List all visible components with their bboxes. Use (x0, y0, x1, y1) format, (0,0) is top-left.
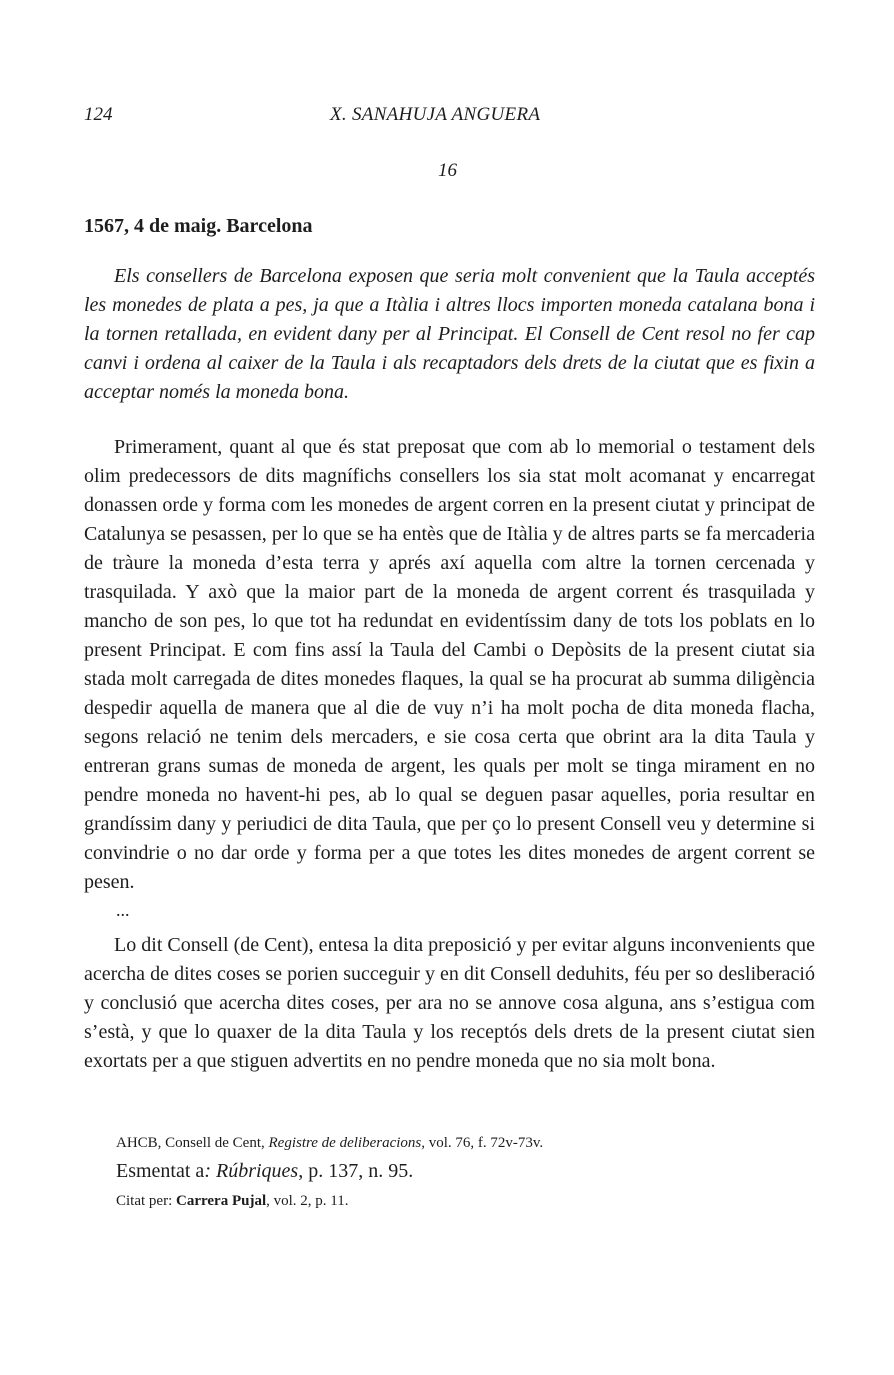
omission-ellipsis: ... (116, 900, 130, 920)
mentioned-prefix: Esmentat a (116, 1160, 205, 1182)
archive-title: Registre de deliberacions (268, 1135, 422, 1151)
document-number: 16 (438, 160, 457, 181)
page-number: 124 (84, 104, 113, 125)
archive-suffix: , vol. 76, f. 72v-73v. (421, 1135, 544, 1151)
cited-prefix: Citat per: (116, 1193, 176, 1209)
document-paragraph-1: Primerament, quant al que és stat preposat que com ab lo memorial o testament dels olim predecessors de dits magnífichs consellers los sia stat molt acomanat y encarregat donassen orde y forma com les monedes de argent corren en la present ciutat y principat de Catalunya se pesassen, per lo que se ha entès que de Itàlia y de altres parts se fa mercaderia de tràure la moneda d’esta terra y aprés axí aquella com altre la tornen cercenada y trasquilada. Y axò que la maior part de la moneda de argent corrent és trasquilada y mancho de son pes, lo que tot ha redundat en evidentíssim dany de tots los poblats en lo present Principat. E com fins assí la Taula del Cambi o Depòsits de la present ciutat sia stada molt carregada de dites monedes flaques, la qual se ha procurat ab summa diligència despedir aquella de manera que al die de vuy n’i ha molt pocha de dita moneda flacha, segons relació ne tenim dels mercaders, e sie cosa certa que obrint ara la dita Taula y entreran grans sumas de moneda de argent, les quals per molt se tinga mirament en no pendre moneda no havent-hi pes, ab lo qual se deguen pasar aquelles, poria resultar en grandíssim dany y periudici de dita Taula, que per ço lo present Consell veu y determine si convindrie o no dar orde y forma per a que totes les dites monedes de argent corrent se pesen. (84, 436, 815, 893)
source-archive-reference (116, 1135, 543, 1152)
running-head: X. SANAHUJA ANGUERA (330, 104, 541, 125)
mentioned-colon: : (204, 1160, 216, 1182)
cited-author: Carrera Pujal (176, 1193, 267, 1209)
document-regest: Els consellers de Barcelona exposen que seria molt convenient que la Taula acceptés les monedes de plata a pes, ja que a Itàlia i altres llocs importen moneda catalana bona i la tornen retallada, en evident dany per al Principat. El Consell de Cent resol no fer cap canvi i ordena al caixer de la Taula i als recaptadors dels drets de la ciutat que es fixin a acceptar només la moneda bona. (84, 265, 815, 403)
source-cited-by (116, 1193, 349, 1210)
source-mentioned-in (116, 1160, 413, 1183)
cited-suffix: , vol. 2, p. 11. (266, 1193, 349, 1209)
archive-prefix: AHCB, Consell de Cent, (116, 1135, 269, 1151)
document-paragraph-2: Lo dit Consell (de Cent), entesa la dita preposició y per evitar alguns inconvenients que acercha de dites coses se porien succeguir y en dit Consell deduhits, féu per so desliberació y conclusió que acercha dites coses, per ara no se annove cosa alguna, ans s’estigua com s’està, y que lo quaxer de la dita Taula y los receptós dels drets de la present ciutat sien exortats per a que stiguen advertits en no pendre moneda que no sia molt bona. (84, 934, 815, 1072)
document-date-place: 1567, 4 de maig. Barcelona (84, 215, 313, 237)
mentioned-title: Rúbriques (215, 1160, 299, 1182)
mentioned-suffix: , p. 137, n. 95. (298, 1160, 414, 1182)
